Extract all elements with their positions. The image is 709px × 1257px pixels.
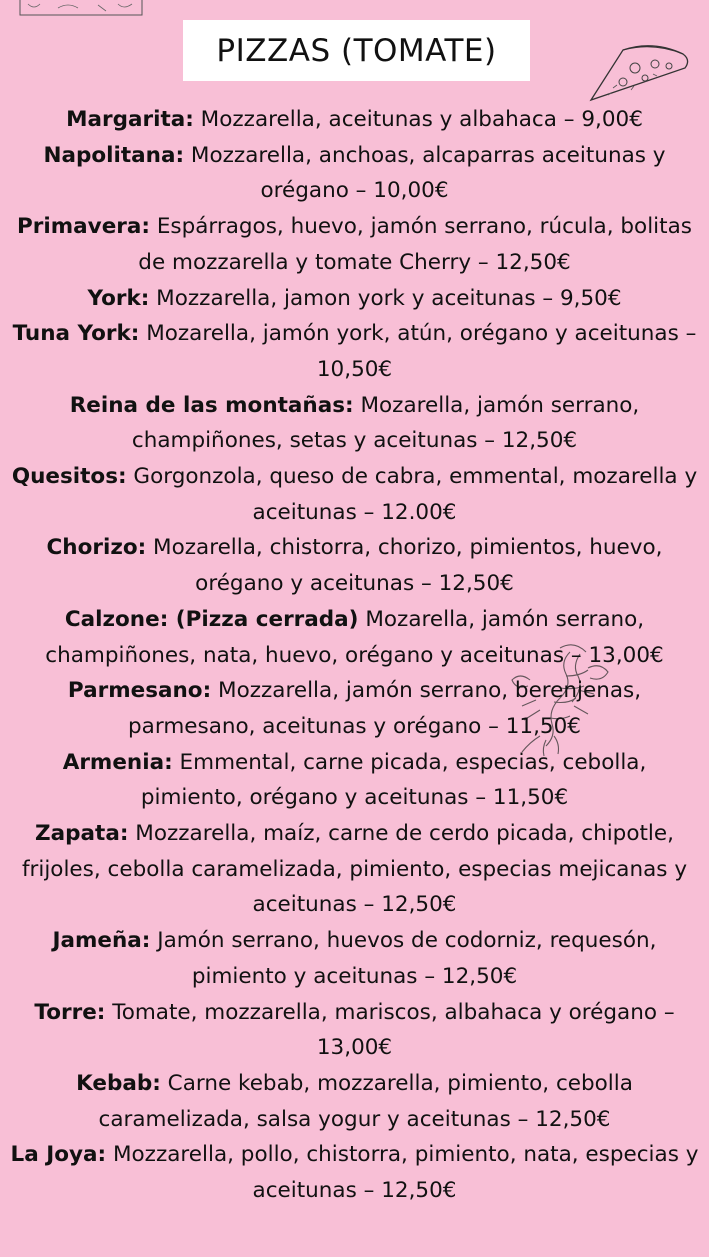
menu-item-parmesano bbox=[10, 673, 699, 744]
menu-item-armenia bbox=[10, 745, 699, 816]
item-name: Napolitana: bbox=[43, 142, 185, 168]
item-name: Primavera: bbox=[17, 214, 150, 240]
pizza-menu-list bbox=[10, 102, 699, 1209]
menu-item-torre bbox=[10, 995, 699, 1066]
item-name: Jameña: bbox=[52, 928, 151, 954]
item-name: Torre: bbox=[34, 999, 106, 1025]
item-description: Mozzarella, jamon york y aceitunas – 9,50€ bbox=[149, 285, 622, 311]
menu-item-calzone bbox=[10, 602, 699, 673]
item-name: Chorizo: bbox=[46, 535, 147, 561]
item-name: Parmesano: bbox=[67, 678, 212, 704]
page-title: PIZZAS (TOMATE) bbox=[183, 20, 530, 81]
menu-item-la-joya bbox=[10, 1137, 699, 1208]
menu-item-primavera bbox=[10, 209, 699, 280]
menu-item-tuna-york bbox=[10, 316, 699, 387]
item-description: Mozarella, jamón serrano, champiñones, nata, huevo, orégano y aceitunas – 13,00€ bbox=[45, 606, 664, 668]
item-description: Mozzarella, pollo, chistorra, pimiento, nata, especias y aceitunas – 12,50€ bbox=[106, 1142, 699, 1204]
pizza-slice-icon bbox=[583, 40, 693, 108]
item-description: Mozzarella, jamón serrano, berenjenas, parmesano, aceitunas y orégano – 11,50€ bbox=[128, 678, 642, 739]
menu-item-napolitana bbox=[10, 138, 699, 209]
item-description: Mozzarella, aceitunas y albahaca – 9,00€ bbox=[193, 107, 643, 132]
menu-item-jamena bbox=[10, 923, 699, 994]
menu-item-zapata bbox=[10, 816, 699, 923]
item-name: Reina de las montañas: bbox=[69, 392, 354, 418]
item-name: Tuna York: bbox=[12, 321, 140, 347]
item-description: Emmental, carne picada, especias, cebolla, pimiento, orégano y aceitunas – 11,50€ bbox=[140, 749, 647, 811]
item-description: Mozarella, chistorra, chorizo, pimientos, huevo, orégano y aceitunas – 12,50€ bbox=[146, 535, 663, 597]
item-description: Mozarella, jamón york, atún, orégano y aceitunas – 10,50€ bbox=[139, 321, 697, 382]
item-name: La Joya: bbox=[10, 1142, 107, 1168]
item-description: Tomate, mozzarella, mariscos, albahaca y orégano – 13,00€ bbox=[105, 999, 675, 1061]
item-description: Jamón serrano, huevos de codorniz, requesón, pimiento y aceitunas – 12,50€ bbox=[150, 928, 657, 989]
item-description: Espárragos, huevo, jamón serrano, rúcula, bolitas de mozzarella y tomate Cherry – 12,50€ bbox=[138, 214, 692, 275]
menu-item-chorizo bbox=[10, 530, 699, 601]
item-name: Kebab: bbox=[76, 1070, 161, 1096]
item-description: Mozzarella, maíz, carne de cerdo picada, chipotle, frijoles, cebolla caramelizada, pimiento, especias mejicanas y aceitunas – 12,50€ bbox=[21, 821, 688, 918]
item-name: Armenia: bbox=[62, 749, 173, 775]
menu-item-margarita bbox=[10, 102, 699, 138]
menu-item-kebab bbox=[10, 1066, 699, 1137]
menu-item-reina-de-las-montanas bbox=[10, 388, 699, 459]
sketch-corner-icon bbox=[18, 0, 144, 18]
item-name: Margarita: bbox=[66, 107, 194, 132]
menu-item-york bbox=[10, 281, 699, 317]
item-description: Gorgonzola, queso de cabra, emmental, mozarella y aceitunas – 12.00€ bbox=[126, 464, 698, 525]
item-name: Zapata: bbox=[35, 821, 129, 847]
item-description: Mozzarella, anchoas, alcaparras aceitunas y orégano – 10,00€ bbox=[184, 142, 666, 204]
item-description: Mozarella, jamón serrano, champiñones, setas y aceitunas – 12,50€ bbox=[131, 392, 640, 454]
item-name: Calzone: (Pizza cerrada) bbox=[64, 606, 359, 632]
item-description: Carne kebab, mozzarella, pimiento, cebolla caramelizada, salsa yogur y aceitunas – 12,50€ bbox=[98, 1070, 633, 1132]
menu-item-quesitos bbox=[10, 459, 699, 530]
item-name: Quesitos: bbox=[11, 464, 127, 490]
item-name: York: bbox=[87, 285, 150, 311]
